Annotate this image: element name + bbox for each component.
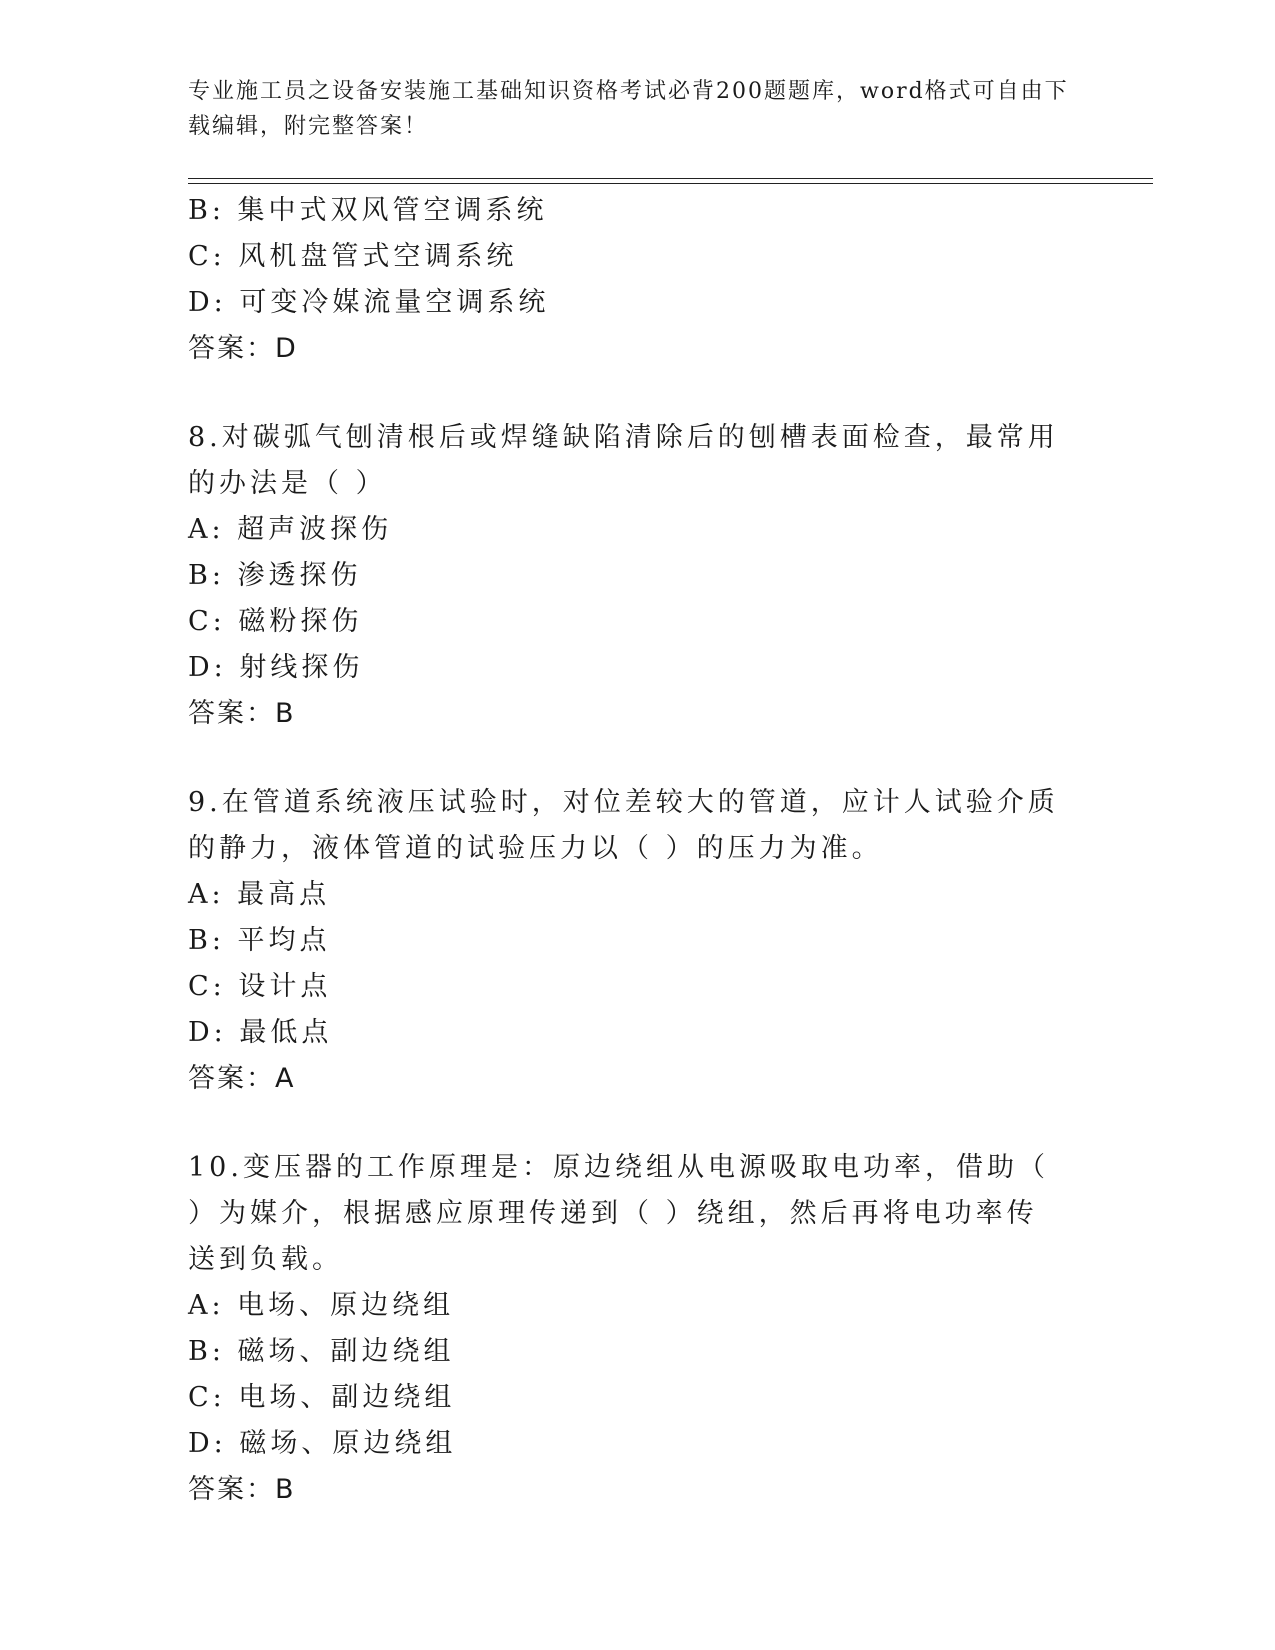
option-c: C: 电场、副边绕组: [188, 1382, 456, 1413]
answer-line: 答案：D: [188, 333, 298, 364]
question-text: 9.在管道系统液压试验时，对位差较大的管道，应计人试验介质的静力，液体管道的试验压力以（ ）的压力为准。: [188, 787, 1059, 864]
option-a: A: 最高点: [188, 879, 331, 910]
option-b: B: 集中式双风管空调系统: [188, 195, 548, 226]
option-c: C: 设计点: [188, 971, 332, 1002]
option-d: D: 可变冷媒流量空调系统: [188, 287, 550, 318]
question-10: [188, 1145, 1068, 1513]
option-a: A: 电场、原边绕组: [188, 1290, 455, 1321]
option-c: C: 风机盘管式空调系统: [188, 241, 518, 272]
option-d: D: 射线探伤: [188, 652, 364, 683]
option-d: D: 最低点: [188, 1017, 333, 1048]
question-content: [188, 188, 1068, 1513]
option-b: B: 磁场、副边绕组: [188, 1336, 455, 1367]
question-9: [188, 780, 1068, 1102]
header-rule-bottom: [188, 183, 1153, 184]
question-text: 8.对碳弧气刨清根后或焊缝缺陷清除后的刨槽表面检查，最常用的办法是（ ）: [188, 422, 1059, 499]
question-8: [188, 415, 1068, 737]
option-c: C: 磁粉探伤: [188, 606, 363, 637]
prev-question-block: [188, 188, 1068, 372]
option-d: D: 磁场、原边绕组: [188, 1428, 457, 1459]
option-a: A: 超声波探伤: [188, 514, 393, 545]
option-b: B: 平均点: [188, 925, 331, 956]
answer-line: 答案：B: [188, 1474, 296, 1505]
question-text: 10.变压器的工作原理是：原边绕组从电源吸取电功率，借助（ ）为媒介，根据感应原理传递到（ ）绕组，然后再将电功率传送到负载。: [188, 1152, 1049, 1275]
answer-line: 答案：B: [188, 698, 296, 729]
header-rule-top: [188, 178, 1153, 179]
document-header: 专业施工员之设备安装施工基础知识资格考试必背200题题库，word格式可自由下载编辑，附完整答案！: [188, 79, 1069, 139]
answer-line: 答案：A: [188, 1063, 296, 1094]
option-b: B: 渗透探伤: [188, 560, 362, 591]
